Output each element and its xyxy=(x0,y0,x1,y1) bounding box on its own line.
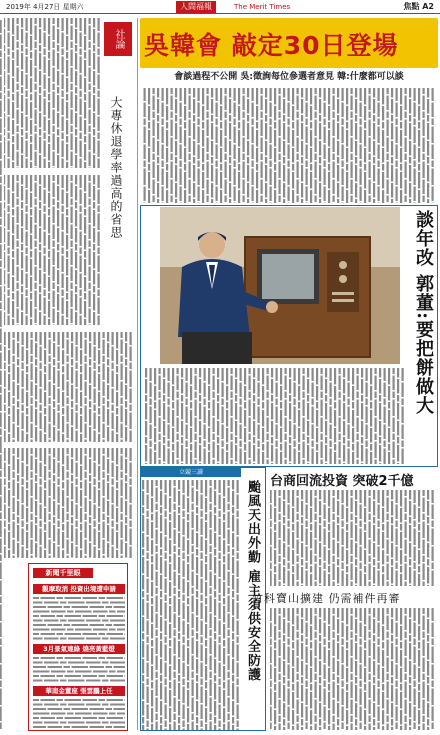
invest-headline: 台商回流投資 突破2千億 xyxy=(270,474,414,489)
editorial-tag: 社論 xyxy=(104,22,132,56)
text-texture xyxy=(142,88,436,203)
story-tag: 立競三讀 xyxy=(141,468,241,477)
text-texture xyxy=(33,656,125,684)
side-text-strip xyxy=(0,20,4,730)
editorial-body xyxy=(4,18,102,168)
invest-story-body xyxy=(270,490,436,586)
feature-story-frame xyxy=(140,205,438,467)
typhoon-story-frame xyxy=(140,467,266,731)
newspaper-logo-en: The Merit Times xyxy=(234,3,291,11)
text-texture xyxy=(4,448,134,558)
text-texture xyxy=(270,490,436,586)
tech-headline: 竹科寶山擴建 仍需補件再審 xyxy=(252,592,401,605)
text-texture xyxy=(33,698,125,728)
typhoon-headline: 颱風天出外勤 雇主須供安全防護 xyxy=(245,480,260,682)
text-texture xyxy=(4,332,134,442)
section-label: 焦點 A2 xyxy=(403,2,434,11)
editorial-body-3 xyxy=(4,332,134,442)
text-texture xyxy=(4,175,102,325)
editorial-body-4 xyxy=(4,448,134,558)
news-briefs-box xyxy=(28,563,128,731)
main-headline-banner xyxy=(140,18,438,68)
issue-date: 2019年 4月27日 星期六 xyxy=(6,3,84,11)
feature-headline: 談年改 郭董:要把餅做大 xyxy=(413,210,434,415)
main-subhead: 會談過程不公開 吳:徵詢每位參選者意見 韓:什麼都可以談 xyxy=(174,72,404,82)
brief-headline-1: 觀摩取消 投資出境遭申請 xyxy=(33,584,125,594)
text-texture xyxy=(33,596,125,642)
news-briefs-title: 新聞千里眼 xyxy=(33,568,93,578)
editorial-title: 大專休退學率過高的省思 xyxy=(109,96,123,239)
main-story-body xyxy=(142,88,436,203)
text-texture xyxy=(4,18,102,168)
page-header xyxy=(0,0,440,14)
tech-story-body xyxy=(270,608,436,730)
brief-headline-3: 華南金董座 張雲鵬上任 xyxy=(33,686,125,696)
brief-body-2 xyxy=(33,656,125,684)
text-texture xyxy=(0,20,4,730)
main-headline: 吳韓會 敲定30日登場 xyxy=(144,31,399,60)
column-divider xyxy=(137,18,138,730)
brief-body-3 xyxy=(33,698,125,728)
brief-headline-2: 3月景氣連綠 燒亮黃藍燈 xyxy=(33,644,125,654)
editorial-body-2 xyxy=(4,175,102,325)
text-texture xyxy=(270,608,436,730)
newspaper-logo: 人間福報 xyxy=(176,1,216,13)
brief-body-1 xyxy=(33,596,125,642)
